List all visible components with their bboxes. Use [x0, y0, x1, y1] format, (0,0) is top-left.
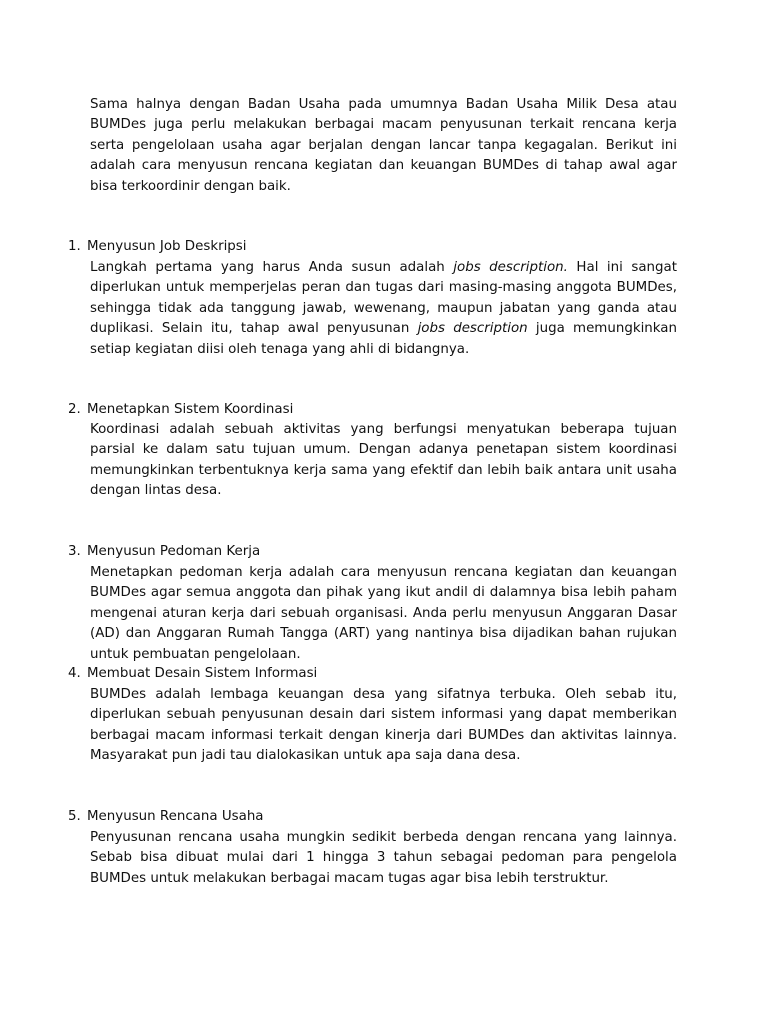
section-5-heading [68, 807, 264, 827]
section-number: 5. [68, 809, 81, 824]
section-title: Membuat Desain Sistem Informasi [87, 666, 318, 681]
section-2-heading [68, 400, 293, 420]
body-text: juga memungkinkan setiap kegiatan diisi oleh tenaga yang ahli di bidangnya. [90, 321, 677, 357]
section-number: 2. [68, 402, 81, 417]
section-4-body: BUMDes adalah lembaga keuangan desa yang sifatnya terbuka. Oleh sebab itu, diperlukan sebuah penyusunan desain dari sistem informasi yang dapat memberikan berbagai macam informasi terkait dengan kinerja dari BUMDes dan aktivitas lainnya. Masyarakat pun jadi tau dialokasikan untuk apa saja dana desa. [90, 687, 677, 764]
body-text: Hal ini sangat diperlukan untuk memperjelas peran dan tugas dari masing-masing anggota BUMDes, sehingga tidak ada tanggung jawab, wewenang, maupun jabatan yang ganda atau duplikasi. Selain itu, tahap awal penyusunan [90, 260, 677, 337]
section-number: 4. [68, 666, 81, 681]
section-title: Menyusun Rencana Usaha [87, 809, 264, 824]
section-number: 1. [68, 239, 81, 254]
section-1-heading [68, 237, 247, 257]
section-5-body: Penyusunan rencana usaha mungkin sedikit berbeda dengan rencana yang lainnya. Sebab bisa dibuat mulai dari 1 hingga 3 tahun sebagai pedoman para pengelola BUMDes untuk melakukan berbagai macam tugas agar bisa lebih terstruktur. [90, 830, 677, 886]
italic-term: jobs description. [453, 260, 568, 275]
section-3-heading [68, 542, 260, 562]
section-4-heading [68, 664, 317, 684]
intro-paragraph: Sama halnya dengan Badan Usaha pada umumnya Badan Usaha Milik Desa atau BUMDes juga perlu melakukan berbagai macam penyusunan terkait rencana kerja serta pengelolaan usaha agar berjalan dengan lancar tanpa kegagalan. Berikut ini adalah cara menyusun rencana kegiatan dan keuangan BUMDes di tahap awal agar bisa terkoordinir dengan baik. [90, 97, 677, 194]
section-2-body: Koordinasi adalah sebuah aktivitas yang berfungsi menyatukan beberapa tujuan parsial ke dalam satu tujuan umum. Dengan adanya penetapan sistem koordinasi memungkinkan terbentuknya kerja sama yang efektif dan lebih baik antara unit usaha dengan lintas desa. [90, 422, 677, 499]
section-number: 3. [68, 544, 81, 559]
section-1-body [90, 258, 677, 360]
section-title: Menyusun Pedoman Kerja [87, 544, 261, 559]
section-title: Menetapkan Sistem Koordinasi [87, 402, 294, 417]
section-title: Menyusun Job Deskripsi [87, 239, 247, 254]
body-text: Langkah pertama yang harus Anda susun adalah [90, 260, 454, 275]
italic-term: jobs description [417, 321, 528, 337]
section-3-body: Menetapkan pedoman kerja adalah cara menyusun rencana kegiatan dan keuangan BUMDes agar semua anggota dan pihak yang ikut andil di dalamnya bisa lebih paham mengenai aturan kerja dari sebuah organisasi. Anda perlu menyusun Anggaran Dasar (AD) dan Anggaran Rumah Tangga (ART) yang nantinya bisa dijadikan bahan rujukan untuk pembuatan pengelolaan. [90, 565, 677, 662]
